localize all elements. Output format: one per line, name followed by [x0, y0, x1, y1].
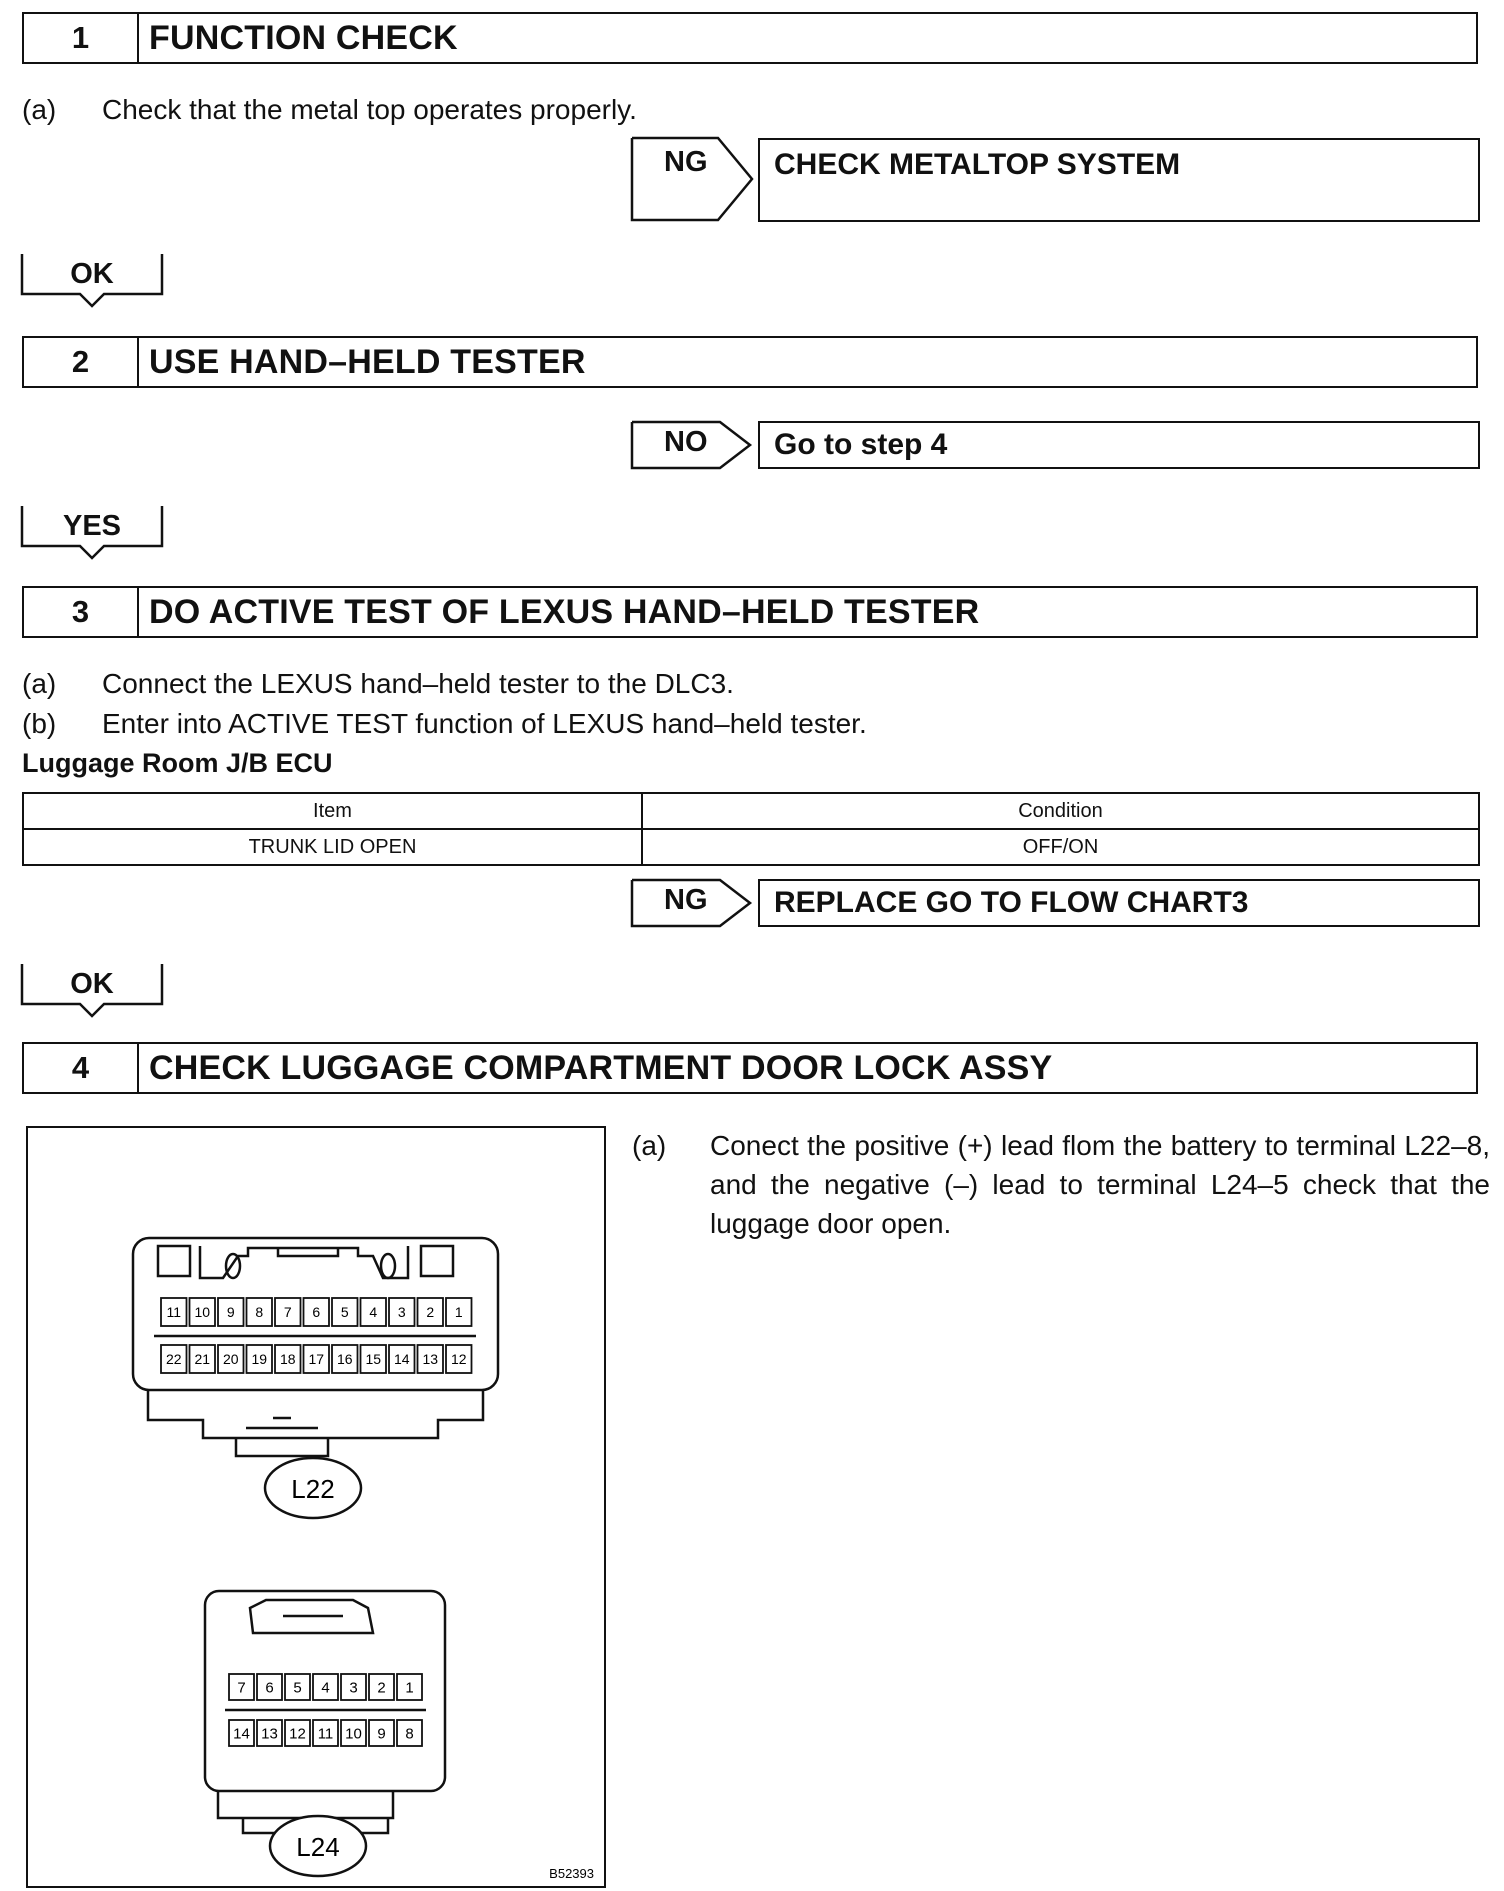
pin-number: 12 [289, 1725, 306, 1743]
step-2-header [22, 336, 1478, 388]
table-title: Luggage Room J/B ECU [22, 748, 333, 778]
yes-result-tab [20, 504, 164, 562]
step-title: FUNCTION CHECK [149, 18, 458, 57]
pin-number: 20 [222, 1351, 239, 1368]
ok-result-tab [20, 962, 164, 1020]
step-3-instruction-b [22, 708, 867, 740]
pin-number: 17 [308, 1351, 325, 1368]
connector-label-l22: L22 [291, 1474, 335, 1504]
connector-latch [236, 1438, 328, 1456]
step-number: 3 [24, 588, 139, 636]
pin-number: 1 [454, 1304, 463, 1321]
step-title: USE HAND–HELD TESTER [149, 342, 586, 381]
step-1-header [22, 12, 1478, 64]
pin-number: 22 [165, 1351, 182, 1368]
step-number: 1 [24, 14, 139, 62]
yes-label: YES [62, 510, 122, 542]
step-number: 4 [24, 1044, 139, 1092]
ng-label: NG [664, 146, 708, 178]
pin-number: 10 [345, 1725, 362, 1743]
ok-result-tab [20, 252, 164, 310]
ok-label: OK [70, 258, 114, 290]
condition-table [22, 792, 1480, 866]
connector-lock-base [148, 1390, 483, 1438]
no-label: NO [664, 426, 708, 458]
header-condition: Condition [642, 793, 1479, 829]
connector-diagram-svg [28, 1128, 604, 1886]
item-label: (a) [22, 668, 57, 699]
pin-number: 14 [393, 1351, 410, 1368]
pin-number: 7 [237, 1679, 246, 1697]
step-title: DO ACTIVE TEST OF LEXUS HAND–HELD TESTER [149, 592, 980, 631]
connector-key [421, 1246, 453, 1276]
connector-latch-detail [246, 1418, 318, 1428]
header-item: Item [23, 793, 642, 829]
pin-number: 13 [261, 1725, 278, 1743]
connector-label-l24: L24 [296, 1832, 340, 1862]
item-text: Connect the LEXUS hand–held tester to the DLC3. [102, 668, 734, 699]
pin-number: 9 [377, 1725, 386, 1743]
step-4-header [22, 1042, 1478, 1094]
connector-diagram [26, 1126, 606, 1888]
pin-number: 15 [365, 1351, 382, 1368]
pin-number: 4 [321, 1679, 330, 1697]
connector-l24 [205, 1591, 445, 1833]
pin-number: 10 [194, 1304, 211, 1321]
pin-number: 13 [422, 1351, 439, 1368]
pin-number: 2 [426, 1304, 435, 1321]
item-label: (b) [22, 708, 57, 739]
pin-number: 19 [251, 1351, 268, 1368]
pin-number: 16 [336, 1351, 353, 1368]
figure-code: B52393 [549, 1866, 594, 1881]
connector-guide [200, 1246, 408, 1278]
pin-number: 5 [293, 1679, 302, 1697]
pin-number: 4 [369, 1304, 378, 1321]
pin-number: 9 [226, 1304, 235, 1321]
connector-lock-base [218, 1791, 393, 1818]
step-number: 2 [24, 338, 139, 386]
step-3-instruction-a [22, 668, 734, 700]
no-result-box: Go to step 4 [758, 421, 1480, 469]
pin-number: 2 [377, 1679, 386, 1697]
item-label: (a) [22, 94, 57, 125]
item-text: Check that the metal top operates properly. [102, 94, 637, 125]
item-text: Conect the positive (+) lead flom the battery to terminal L22–8, and the negative (–) lead to terminal L24–5 check that the luggage door open. [710, 1130, 1490, 1239]
pin-number: 12 [450, 1351, 467, 1368]
pin-number: 18 [279, 1351, 296, 1368]
pin-number: 14 [233, 1725, 250, 1743]
step-1-instruction-a [22, 94, 637, 126]
pin-number: 6 [312, 1304, 321, 1321]
pin-number: 3 [397, 1304, 406, 1321]
pin-number: 5 [340, 1304, 349, 1321]
table-header-row [23, 793, 1479, 829]
connector-guide-hole [226, 1254, 240, 1278]
item-label: (a) [632, 1130, 667, 1161]
item-text: Enter into ACTIVE TEST function of LEXUS hand–held tester. [102, 708, 867, 739]
pin-number: 7 [283, 1304, 292, 1321]
ng-branch-arrow [630, 878, 758, 928]
connector-guide-hole [381, 1254, 395, 1278]
cell-condition: OFF/ON [642, 829, 1479, 865]
connector-key [158, 1246, 190, 1276]
ng-result-box: CHECK METALTOP SYSTEM [758, 138, 1480, 222]
pin-number: 21 [194, 1351, 211, 1368]
pin-number: 6 [265, 1679, 274, 1697]
step-title: CHECK LUGGAGE COMPARTMENT DOOR LOCK ASSY [149, 1048, 1053, 1087]
cell-item: TRUNK LID OPEN [23, 829, 642, 865]
pin-number: 11 [317, 1725, 334, 1743]
pin-number: 8 [405, 1725, 414, 1743]
ng-branch-arrow [630, 136, 758, 222]
pin-number: 3 [349, 1679, 358, 1697]
step-3-header [22, 586, 1478, 638]
no-branch-arrow [630, 420, 758, 470]
pin-number: 11 [166, 1304, 182, 1321]
ng-result-box: REPLACE GO TO FLOW CHART3 [758, 879, 1480, 927]
table-row [23, 829, 1479, 865]
ng-label: NG [664, 884, 708, 916]
ok-label: OK [70, 968, 114, 1000]
pin-number: 1 [405, 1679, 414, 1697]
pin-number: 8 [255, 1304, 264, 1321]
